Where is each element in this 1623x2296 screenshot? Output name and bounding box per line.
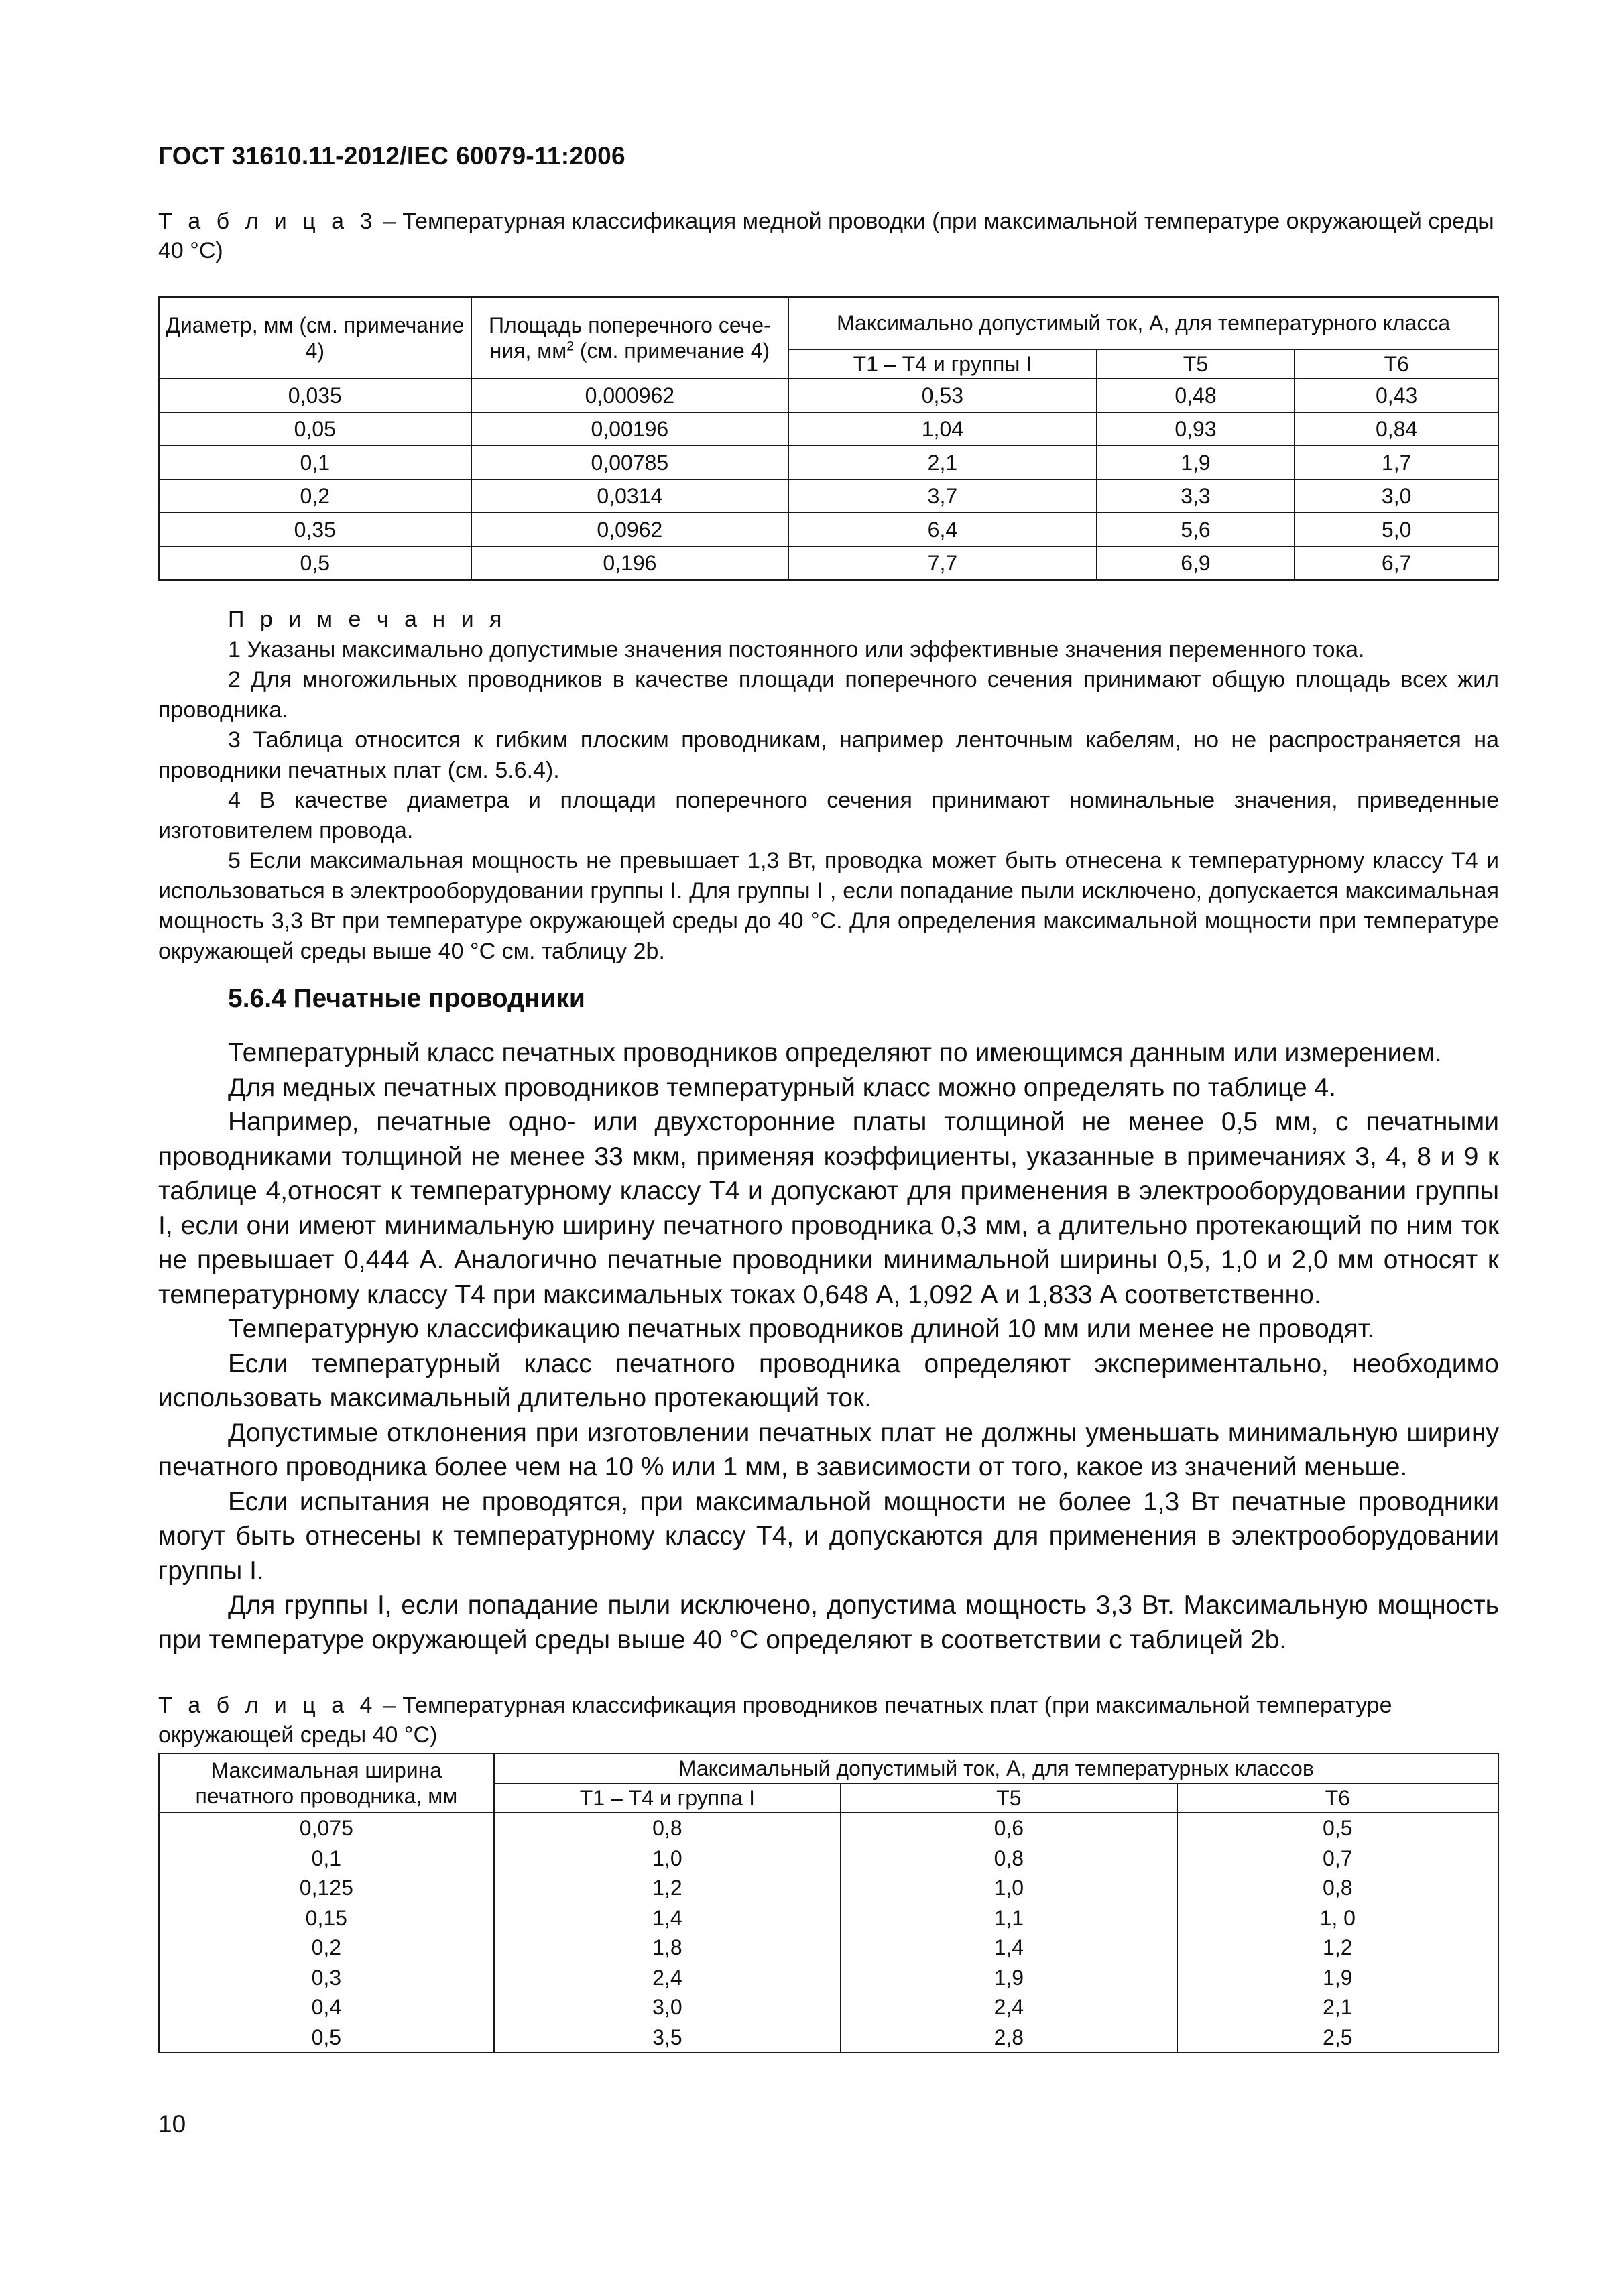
table-cell: 1,9	[1177, 1963, 1498, 1993]
table-cell: 0,125	[159, 1873, 494, 1903]
paragraph: Для медных печатных проводников температурный класс можно определять по таблице 4.	[228, 1073, 1337, 1102]
table-cell: 1,9	[841, 1963, 1177, 1993]
table4-header-width: Максимальная ширина печатного проводника, мм	[159, 1754, 494, 1813]
table-cell: 1,1	[841, 1903, 1177, 1933]
table-row	[159, 1963, 1498, 1993]
table4-label: Т а б л и ц а 4	[158, 1693, 377, 1718]
table-row	[159, 379, 1498, 412]
table-cell: 5,6	[1097, 513, 1295, 546]
table-cell: 0,5	[159, 2022, 494, 2053]
table4-header-current: Максимальный допустимый ток, А, для температурных классов	[494, 1754, 1498, 1783]
table-cell: 1,0	[494, 1844, 841, 1874]
table-cell: 1,2	[1177, 1933, 1498, 1963]
table-cell: 3,0	[1295, 479, 1498, 513]
table3-body	[159, 379, 1498, 580]
table-cell: 2,8	[841, 2022, 1177, 2053]
table-cell: 0,1	[159, 1844, 494, 1874]
table-row	[159, 1873, 1498, 1903]
table-cell: 0,000962	[471, 379, 789, 412]
table-cell: 0,6	[841, 1813, 1177, 1844]
table-cell: 1,4	[494, 1903, 841, 1933]
table-cell: 0,0962	[471, 513, 789, 546]
page-number: 10	[158, 2110, 186, 2138]
table-cell: 1, 0	[1177, 1903, 1498, 1933]
table-cell: 0,1	[159, 446, 471, 479]
table-cell: 1,0	[841, 1873, 1177, 1903]
table3-subheader-t5: Т5	[1097, 349, 1295, 379]
table-cell: 6,7	[1295, 546, 1498, 580]
paragraph: Температурный класс печатных проводников определяют по имеющимся данным или измерением.	[228, 1038, 1442, 1067]
table-cell: 0,00196	[471, 412, 789, 446]
table-cell: 0,0314	[471, 479, 789, 513]
table-cell: 0,2	[159, 479, 471, 513]
table-cell: 3,0	[494, 1992, 841, 2022]
table4-body	[159, 1813, 1498, 2053]
table4-caption	[158, 1691, 1499, 1750]
table-cell: 6,9	[1097, 546, 1295, 580]
table-cell: 3,3	[1097, 479, 1295, 513]
notes-title: П р и м е ч а н и я	[228, 607, 507, 632]
table-row	[159, 412, 1498, 446]
table3-header-area: Площадь поперечного сече-ния, $мм^2$ (см. примечание 4)	[471, 297, 789, 379]
paragraph: Температурную классификацию печатных проводников длиной 10 мм или менее не проводят.	[228, 1315, 1375, 1343]
table-cell: 2,5	[1177, 2022, 1498, 2053]
table3-caption-text: – Температурная классификация медной проводки (при максимальной температуре окружающей среды 40 °С)	[158, 208, 1494, 263]
table3-caption	[158, 206, 1499, 265]
paragraph: Допустимые отклонения при изготовлении печатных плат не должны уменьшать минимальную ширину печатного проводника более чем на 10 % или 1 мм, в зависимости от того, какое из значений меньше.	[158, 1418, 1499, 1482]
paragraph: Для группы I, если попадание пыли исключено, допустима мощность 3,3 Вт. Максимальную мощность при температуре окружающей среды выше 40 °С определяют в соответствии с таблицей 2b.	[158, 1591, 1499, 1654]
table4-subheader-t6: Т6	[1177, 1783, 1498, 1813]
table-3	[158, 296, 1499, 581]
table-cell: 1,7	[1295, 446, 1498, 479]
section-title: 5.6.4 Печатные проводники	[228, 984, 585, 1013]
table-cell: 0,075	[159, 1813, 494, 1844]
note-item: 5 Если максимальная мощность не превышает 1,3 Вт, проводка может быть отнесена к температурному классу Т4 и использоваться в электрооборудовании группы I. Для группы I , если попадание пыли исключено, допускается максимальная мощность 3,3 Вт при температуре окружающей среды до 40 °С. Для определения максимальной мощности при температуре окружающей среды выше 40 °С см. таблицу 2b.	[158, 848, 1499, 964]
table-cell: 0,3	[159, 1963, 494, 1993]
table3-header-diameter: Диаметр, мм (см. примечание 4)	[159, 297, 471, 379]
table-cell: 0,196	[471, 546, 789, 580]
table-cell: 0,4	[159, 1992, 494, 2022]
table-cell: 0,43	[1295, 379, 1498, 412]
table-cell: 7,7	[788, 546, 1096, 580]
table-cell: 0,84	[1295, 412, 1498, 446]
table-cell: 3,5	[494, 2022, 841, 2053]
table4-subheader-t5: Т5	[841, 1783, 1177, 1813]
table-cell: 2,1	[1177, 1992, 1498, 2022]
table-cell: 0,00785	[471, 446, 789, 479]
table-row	[159, 2022, 1498, 2053]
paragraph: Если испытания не проводятся, при максимальной мощности не более 1,3 Вт печатные проводники могут быть отнесены к температурному классу Т4, и допускаются для применения в электрооборудовании группы I.	[158, 1487, 1499, 1585]
table-cell: 0,035	[159, 379, 471, 412]
table-cell: 0,5	[159, 546, 471, 580]
document-header: ГОСТ 31610.11-2012/IEC 60079-11:2006	[158, 142, 625, 170]
table-cell: 0,2	[159, 1933, 494, 1963]
note-item: 4 В качестве диаметра и площади поперечного сечения принимают номинальные значения, приведенные изготовителем провода.	[158, 788, 1499, 843]
table-row	[159, 1813, 1498, 1844]
table-cell: 2,4	[494, 1963, 841, 1993]
note-item: 2 Для многожильных проводников в качестве площади поперечного сечения принимают общую площадь всех жил проводника.	[158, 667, 1499, 723]
table-row	[159, 1903, 1498, 1933]
table-cell: 0,8	[494, 1813, 841, 1844]
table-cell: 1,4	[841, 1933, 1177, 1963]
table4-subheader-t1-t4: Т1 – Т4 и группа I	[494, 1783, 841, 1813]
table-cell: 2,4	[841, 1992, 1177, 2022]
table-cell: 1,8	[494, 1933, 841, 1963]
table3-header-current: Максимально допустимый ток, А, для температурного класса	[788, 297, 1498, 349]
table-row	[159, 513, 1498, 546]
table-cell: 1,04	[788, 412, 1096, 446]
note-item: 1 Указаны максимально допустимые значения постоянного или эффективные значения переменного тока.	[228, 637, 1365, 662]
table-row	[159, 1992, 1498, 2022]
table-cell: 2,1	[788, 446, 1096, 479]
table4-caption-text: – Температурная классификация проводников печатных плат (при максимальной температуре окружающей среды 40 °С)	[158, 1693, 1392, 1748]
table-cell: 0,35	[159, 513, 471, 546]
table-cell: 0,7	[1177, 1844, 1498, 1874]
table-cell: 0,8	[841, 1844, 1177, 1874]
table-cell: 0,5	[1177, 1813, 1498, 1844]
note-item: 3 Таблица относится к гибким плоским проводникам, например ленточным кабелям, но не распространяется на проводники печатных плат (см. 5.6.4).	[158, 727, 1499, 783]
table3-label: Т а б л и ц а 3	[158, 208, 377, 234]
table-row	[159, 446, 1498, 479]
table-cell: 1,9	[1097, 446, 1295, 479]
table-row	[159, 1933, 1498, 1963]
table-row	[159, 1844, 1498, 1874]
section-body	[158, 1036, 1499, 1657]
table-cell: 3,7	[788, 479, 1096, 513]
table-cell: 0,48	[1097, 379, 1295, 412]
table-cell: 0,93	[1097, 412, 1295, 446]
table-4	[158, 1753, 1499, 2053]
table-row	[159, 479, 1498, 513]
table-row	[159, 546, 1498, 580]
table-cell: 0,53	[788, 379, 1096, 412]
table-cell: 6,4	[788, 513, 1096, 546]
table-cell: 1,2	[494, 1873, 841, 1903]
table3-subheader-t1-t4: Т1 – Т4 и группы I	[788, 349, 1096, 379]
table-cell: 5,0	[1295, 513, 1498, 546]
table3-subheader-t6: Т6	[1295, 349, 1498, 379]
notes-block	[158, 605, 1499, 967]
table-cell: 0,15	[159, 1903, 494, 1933]
table-cell: 0,8	[1177, 1873, 1498, 1903]
table-cell: 0,05	[159, 412, 471, 446]
paragraph: Например, печатные одно- или двухсторонние платы толщиной не менее 0,5 мм, с печатными проводниками толщиной не менее 33 мкм, применяя коэффициенты, указанные в примечаниях 3, 4, 8 и 9 к таблице 4,относят к температурному классу Т4 и допускают для применения в электрооборудовании группы I, если они имеют минимальную ширину печатного проводника 0,3 мм, а длительно протекающий по ним ток не превышает 0,444 А. Аналогично печатные проводники минимальной ширины 0,5, 1,0 и 2,0 мм относят к температурному классу Т4 при максимальных токах 0,648 А, 1,092 А и 1,833 А соответственно.	[158, 1107, 1499, 1309]
paragraph: Если температурный класс печатного проводника определяют экспериментально, необходимо использовать максимальный длительно протекающий ток.	[158, 1349, 1499, 1412]
